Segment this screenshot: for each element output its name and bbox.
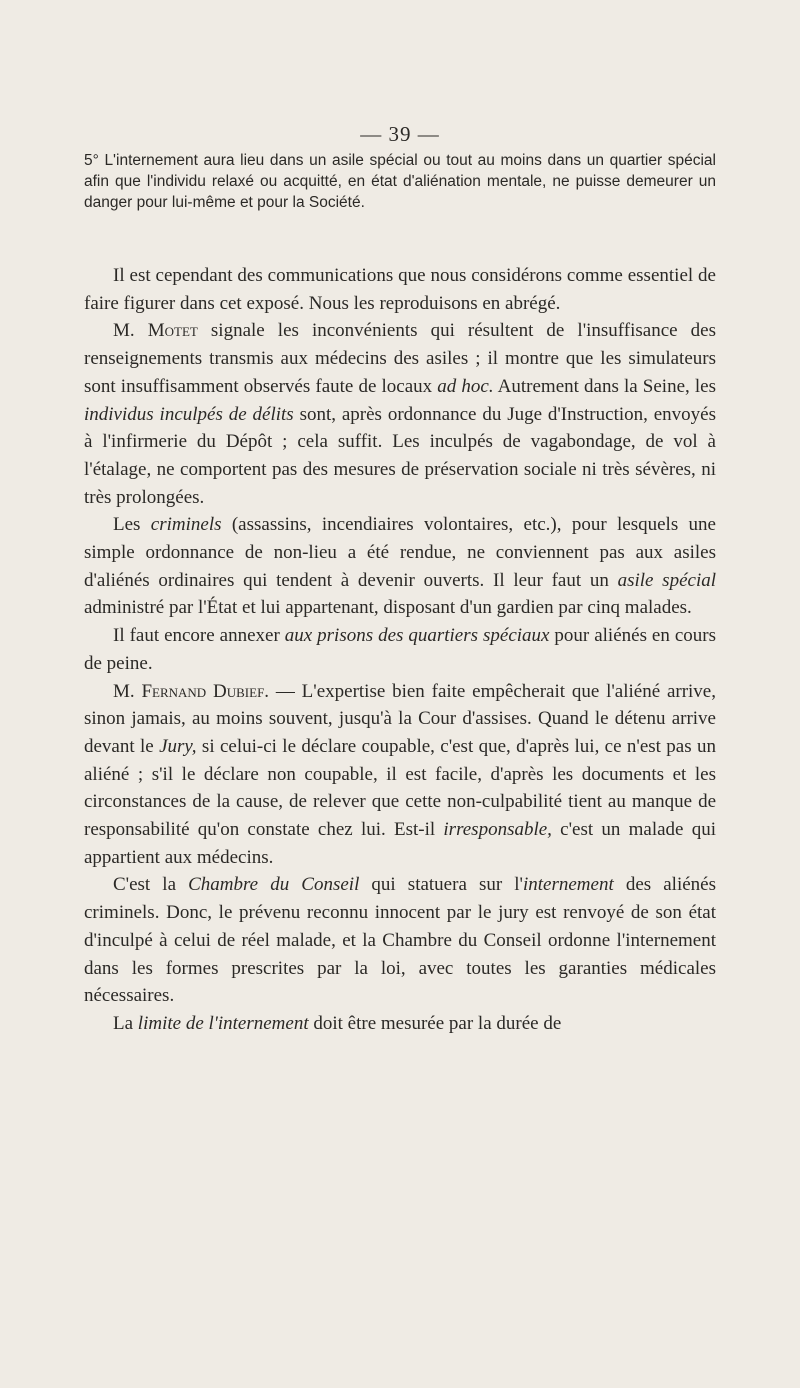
italic-text: Chambre du Conseil bbox=[188, 874, 360, 896]
paragraph-dubief bbox=[84, 678, 716, 872]
text-run: Il faut encore annexer bbox=[113, 625, 285, 647]
author-motet: Motet bbox=[147, 320, 198, 342]
text-run: (assassins, incendiaires volontaires, etc.), pour lesquels une simple ordonnance de non-lieu a été rendue, ne conviennent pas aux asiles d'aliénés ordinaires qui tendent à devenir ouverts. Il leur faut un bbox=[84, 514, 716, 591]
text-run: des aliénés criminels. Donc, le prévenu reconnu innocent par le jury est renvoyé de son état d'inculpé à celui de réel malade, et la Chambre du Conseil ordonne l'internement dans les formes prescrites par la loi, avec toutes les garanties médicales nécessaires. bbox=[84, 874, 717, 1007]
paragraph-limite bbox=[84, 1010, 716, 1038]
text-run: C'est la bbox=[113, 874, 189, 896]
text-run: M. bbox=[113, 680, 142, 702]
paragraph-1: Il est cependant des communications que nous considérons comme essentiel de faire figurer dans cet exposé. Nous les reproduisons en abrégé. bbox=[84, 265, 716, 314]
italic-text: individus inculpés de délits bbox=[84, 403, 294, 425]
text-run: . — L'expertise bien faite empêcherait que l'aliéné arrive, sinon jamais, au moins souvent, jusqu'à la Cour d'assises. Quand le détenu arrive devant le bbox=[84, 680, 716, 757]
italic-text: Jury, bbox=[159, 735, 197, 757]
body-text bbox=[84, 262, 716, 1038]
text-run: doit être mesurée par la durée de bbox=[308, 1012, 562, 1034]
text-run: Autrement dans la Seine, les bbox=[493, 375, 716, 397]
paragraph-criminels bbox=[84, 511, 716, 622]
paragraph-motet bbox=[84, 317, 716, 511]
italic-text: internement bbox=[522, 874, 614, 896]
text-run: c'est un malade qui appartient aux médecins. bbox=[84, 819, 716, 868]
text-run: administré par l'État et lui appartenant, disposant d'un gardien par cinq malades. bbox=[84, 597, 692, 619]
text-run: M. bbox=[113, 320, 148, 342]
page-number: — 39 — bbox=[360, 122, 440, 146]
paragraph-chambre bbox=[84, 871, 716, 1010]
text-run: qui statuera sur l' bbox=[359, 874, 523, 896]
paragraph-prisons bbox=[84, 622, 716, 677]
text-run: Les bbox=[113, 514, 151, 536]
italic-text: aux prisons des quartiers spéciaux bbox=[284, 625, 550, 647]
text-run: si celui-ci le déclare coupable, c'est que, d'après lui, ce n'est pas un aliéné ; s'il le déclare non coupable, il est facile, d'après les documents et les circonstances de la cause, de relever que cette non-culpabilité tient au manque de responsabilité qu'on constate chez lui. Est-il bbox=[84, 735, 717, 841]
text-run: pour aliénés en cours de peine. bbox=[84, 625, 716, 674]
author-dubief: Fernand Dubief bbox=[141, 680, 265, 702]
item-five-paragraph: 5° L'internement aura lieu dans un asile spécial ou tout au moins dans un quartier spécial afin que l'individu relaxé ou acquitté, en état d'aliénation mentale, ne puisse demeurer un danger pour lui-même et pour la Société. bbox=[84, 152, 716, 211]
italic-text: ad hoc. bbox=[437, 375, 494, 397]
italic-text: limite de l'internement bbox=[137, 1012, 309, 1034]
italic-text: irresponsable, bbox=[443, 819, 552, 841]
italic-text: criminels bbox=[150, 514, 222, 536]
italic-text: asile spécial bbox=[617, 569, 717, 591]
text-run: signale les inconvénients qui résultent de l'insuffisance des renseignements transmis aux médecins des asiles ; il montre que les simulateurs sont insuffisamment observés faute de locaux bbox=[84, 320, 716, 397]
text-run: La bbox=[113, 1012, 138, 1034]
text-run: sont, après ordonnance du Juge d'Instruction, envoyés à l'infirmerie du Dépôt ; cela suffit. Les inculpés de vagabondage, de vol à l'étalage, ne comportent pas des mesures de préservation sociale ni très sévères, ni très prolongées. bbox=[84, 403, 717, 508]
